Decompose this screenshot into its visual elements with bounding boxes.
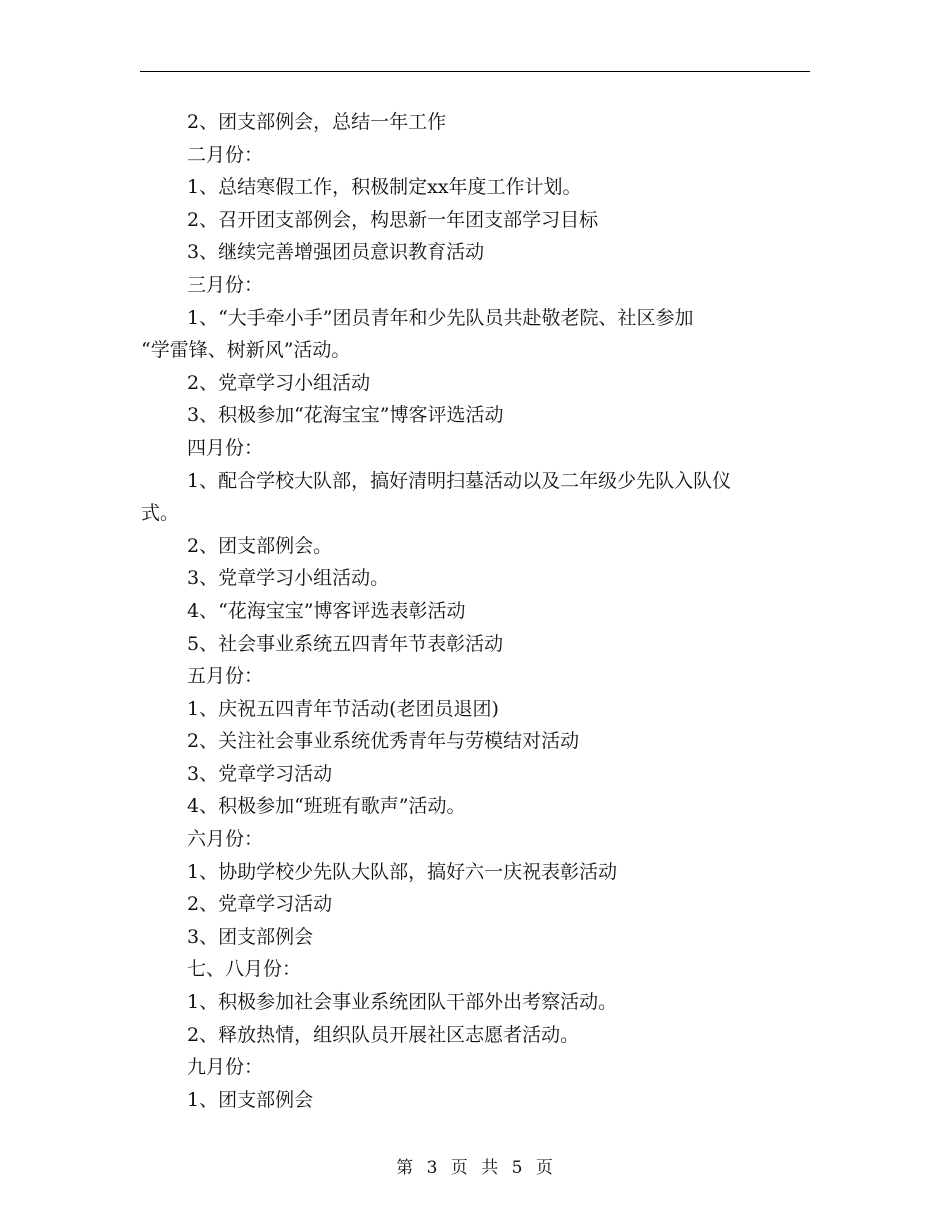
month-heading: 七、八月份： [187,958,302,981]
list-item: 2、团支部例会。 [187,534,333,557]
list-item: 1、协助学校少先队大队部，搞好六一庆祝表彰活动 [187,860,618,883]
list-item: 2、党章学习活动 [187,893,333,916]
list-item: 3、继续完善增强团员意识教育活动 [187,241,485,264]
list-item: 1、“大手牵小手”团员青年和少先队员共赴敬老院、社区参加 [187,306,694,329]
list-item: 2、召开团支部例会，构思新一年团支部学习目标 [187,208,599,231]
list-item: 4、积极参加“班班有歌声”活动。 [187,795,466,818]
document-body [141,106,811,1116]
list-item: 5、社会事业系统五四青年节表彰活动 [187,632,504,655]
list-item: 3、党章学习活动 [187,762,333,785]
page-number: 第 3 页 共 5 页 [396,1158,554,1178]
month-heading: 五月份： [187,665,264,688]
list-item: 1、配合学校大队部，搞好清明扫墓活动以及二年级少先队入队仪 [187,469,732,492]
list-item: 1、庆祝五四青年节活动(老团员退团) [187,697,499,720]
item-continuation: 式。 [141,502,180,525]
list-item: 2、关注社会事业系统优秀青年与劳模结对活动 [187,730,580,753]
month-heading: 二月份： [187,143,264,166]
header-rule [140,71,810,72]
list-item: 4、“花海宝宝”博客评选表彰活动 [187,599,466,622]
list-item: 2、释放热情，组织队员开展社区志愿者活动。 [187,1023,580,1046]
list-item: 3、团支部例会 [187,925,314,948]
month-heading: 六月份： [187,828,264,851]
list-item: 3、积极参加“花海宝宝”博客评选活动 [187,404,504,427]
month-heading: 三月份： [187,273,264,296]
list-item: 2、团支部例会，总结一年工作 [187,111,447,133]
month-heading: 九月份： [187,1056,264,1079]
list-item: 2、党章学习小组活动 [187,371,371,394]
item-continuation: “学雷锋、树新风”活动。 [141,339,351,362]
list-item: 1、总结寒假工作，积极制定xx年度工作计划。 [187,176,582,199]
list-item: 1、团支部例会 [187,1088,314,1111]
list-item: 1、积极参加社会事业系统团队干部外出考察活动。 [187,991,618,1014]
list-item: 3、党章学习小组活动。 [187,567,390,590]
month-heading: 四月份： [187,436,264,459]
